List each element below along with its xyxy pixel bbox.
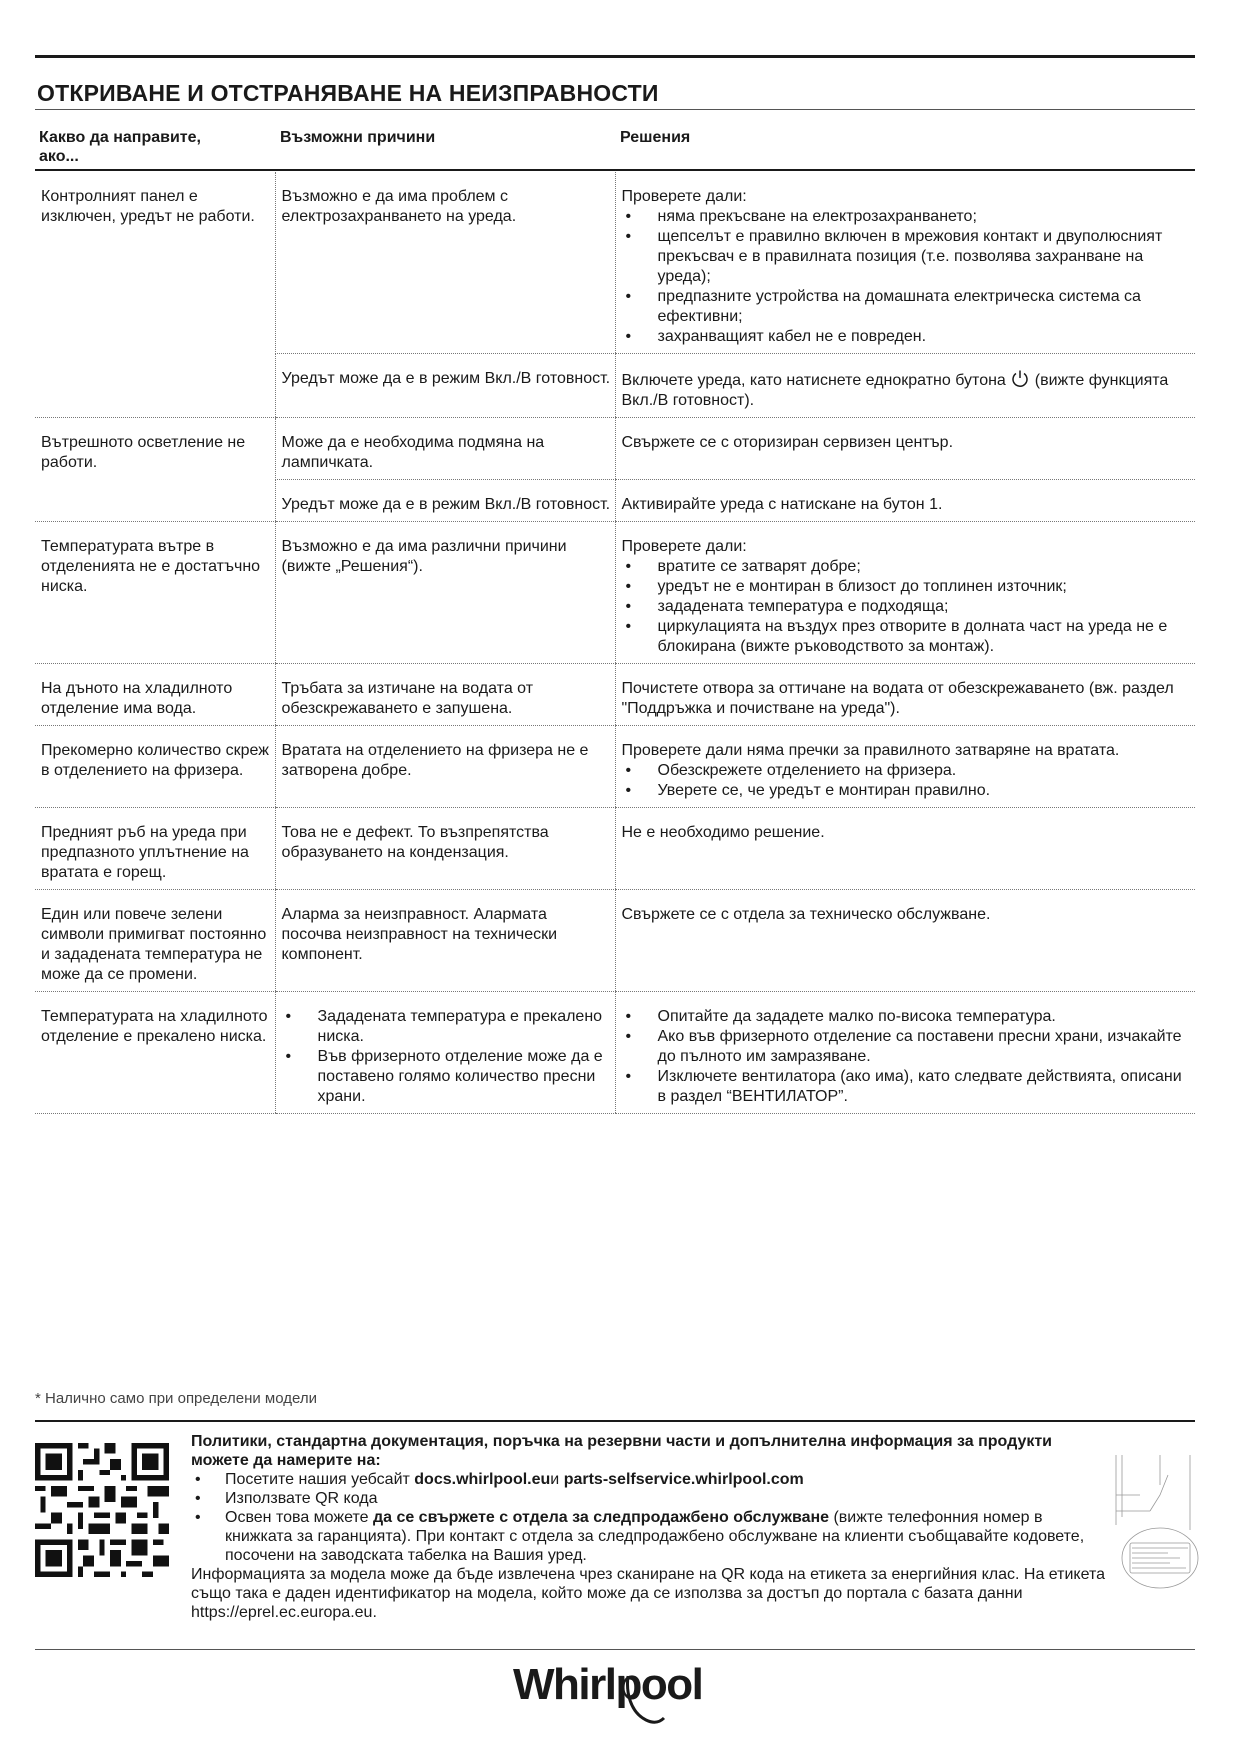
solution-cell: [615, 522, 1195, 664]
solution-text: Активирайте уреда с натискане на бутон 1.: [621, 496, 943, 513]
whirlpool-logo-swoosh: [620, 1662, 670, 1732]
footer-paragraph: Информацията за модела може да бъде извлечена чрез сканиране на QR кода на етикета за енергийния клас. На етикета също така е даден идентификатор на модела, който може да се използва за достъп до портала с базата данни https://eprel.ec.europa.eu.: [191, 1566, 1106, 1621]
solution-item: • Ако във фризерното отделение са поставени пресни храни, изчакайте до пълното им замразяване.: [622, 1027, 1192, 1067]
header-rule: [35, 169, 1195, 171]
solution-item: • вратите се затварят добре;: [622, 557, 1192, 577]
top-rule: [35, 55, 1195, 58]
solution-cell: [615, 418, 1195, 480]
bottom-rule: [35, 1649, 1195, 1650]
cause-cell: Може да е необходима подмяна на лампичката.: [275, 418, 615, 480]
solution-cell: [615, 808, 1195, 890]
solution-item: • зададената температура е подходяща;: [622, 597, 1192, 617]
problem-cell: Температурата на хладилното отделение е прекалено ниска.: [35, 992, 275, 1114]
solution-cell: [615, 480, 1195, 522]
solution-cell: [615, 664, 1195, 726]
footer-item-website: • Посетите нашия уебсайт docs.whirlpool.euи parts-selfservice.whirlpool.com: [191, 1470, 1111, 1489]
cause-cell: Това не е дефект. То възпрепятства образуването на кондензация.: [275, 808, 615, 890]
solution-item: • Изключете вентилатора (ако има), като следвате действията, описани в раздел “ВЕНТИЛАТОР”.: [622, 1067, 1192, 1107]
table-row: [35, 890, 1195, 992]
power-icon: [1010, 369, 1030, 389]
problem-cell: Прекомерно количество скреж в отделението на фризера.: [35, 726, 275, 808]
solution-item: • предпазните устройства на домашната електрическа система са ефективни;: [622, 287, 1192, 327]
solution-item: • Уверете се, че уредът е монтиран правилно.: [622, 781, 1192, 801]
cause-cell: [275, 992, 615, 1114]
solution-cell: [615, 992, 1195, 1114]
troubleshooting-table: [35, 172, 1195, 1114]
problem-cell: Предният ръб на уреда при предпазното уплътнение на вратата е горещ.: [35, 808, 275, 890]
website-link-docs[interactable]: docs.whirlpool.eu: [414, 1471, 551, 1488]
solution-text: Почистете отвора за оттичане на водата от обезскрежаването (вж. раздел "Поддръжка и почистване на уреда").: [621, 680, 1174, 717]
cause-cell: Уредът може да е в режим Вкл./В готовност.: [275, 354, 615, 418]
cause-item: • Зададената температура е прекалено ниска.: [282, 1007, 611, 1047]
solution-text: Не е необходимо решение.: [621, 824, 825, 841]
cause-item: • Във фризерното отделение може да е поставено голямо количество пресни храни.: [282, 1047, 611, 1107]
table-row: [35, 664, 1195, 726]
solution-item: • Обезскрежете отделението на фризера.: [622, 761, 1192, 781]
table-row: [35, 522, 1195, 664]
solution-item: • няма прекъсване на електрозахранването;: [622, 207, 1192, 227]
footer-heading: Политики, стандартна документация, поръчка на резервни части и допълнителна информация за продукти можете да намерите на:: [191, 1433, 1053, 1469]
footer-info: [191, 1432, 1111, 1622]
table-row: [35, 172, 1195, 354]
table-row: [35, 726, 1195, 808]
title-rule: [35, 109, 1195, 110]
rating-plate-illustration: [1110, 1455, 1200, 1590]
page-title: ОТКРИВАНЕ И ОТСТРАНЯВАНЕ НА НЕИЗПРАВНОСТИ: [37, 80, 659, 106]
footer-list: [191, 1470, 1111, 1565]
solution-item: • циркулацията на въздух през отворите в долната част на уреда не е блокирана (вижте ръководството за монтаж).: [622, 617, 1192, 657]
solution-list: [622, 761, 1192, 801]
solution-intro: Проверете дали няма пречки за правилното затваряне на вратата.: [621, 742, 1120, 759]
column-header-solutions: Решения: [620, 129, 691, 146]
solution-list: [622, 207, 1192, 347]
solution-text: Включете уреда, като натиснете еднократно бутона (вижте функцията Вкл./В готовност).: [622, 369, 1192, 411]
solution-list: [622, 557, 1192, 657]
solution-text: Свържете се с оторизиран сервизен център.: [621, 434, 954, 451]
cause-cell: Възможно е да има различни причини (вижте „Решения“).: [275, 522, 615, 664]
problem-cell: Температурата вътре в отделенията не е достатъчно ниска.: [35, 522, 275, 664]
solution-item: • Опитайте да зададете малко по-висока температура.: [622, 1007, 1192, 1027]
column-header-problem: Какво да направите, ако...: [39, 129, 201, 165]
footer-item-qr: • Използвате QR кода: [191, 1489, 1111, 1508]
solution-item: • захранващият кабел не е повреден.: [622, 327, 1192, 347]
problem-cell: Един или повече зелени символи примигват постоянно и зададената температура не може да се промени.: [35, 890, 275, 992]
solution-cell: [615, 726, 1195, 808]
problem-cell: Контролният панел е изключен, уредът не работи.: [35, 172, 275, 418]
problem-cell: Вътрешното осветление не работи.: [35, 418, 275, 522]
website-link-parts[interactable]: parts-selfservice.whirlpool.com: [563, 1471, 804, 1488]
footer-rule: [35, 1420, 1195, 1422]
cause-cell: Тръбата за изтичане на водата от обезскрежаването е запушена.: [275, 664, 615, 726]
solution-cell: [615, 890, 1195, 992]
cause-cell: Аларма за неизправност. Алармата посочва неизправност на технически компонент.: [275, 890, 615, 992]
solution-item: • уредът не е монтиран в близост до топлинен източник;: [622, 577, 1192, 597]
solution-cell: [615, 172, 1195, 354]
solution-intro: Проверете дали:: [621, 538, 747, 555]
column-header-causes: Възможни причини: [280, 129, 436, 146]
whirlpool-logo: Whirlpool: [513, 1660, 703, 1709]
cause-cell: Вратата на отделението на фризера не е затворена добре.: [275, 726, 615, 808]
footnote: * Налично само при определени модели: [35, 1390, 317, 1407]
cause-cell: Уредът може да е в режим Вкл./В готовност.: [275, 480, 615, 522]
solution-text: Свържете се с отдела за техническо обслужване.: [621, 906, 991, 923]
solution-item: • щепселът е правилно включен в мрежовия контакт и двуполюсният прекъсвач е в правилната позиция (т.е. позволява захранване на уреда);: [622, 227, 1192, 287]
table-row: [35, 418, 1195, 480]
solution-list: [622, 1007, 1192, 1107]
qr-code: [35, 1443, 169, 1577]
footer-item-service: • Освен това можете да се свържете с отдела за следпродажбено обслужване (вижте телефонния номер в книжката за гаранцията). При контакт с отдела за следпродажбено обслужване на клиенти съобщавайте кодовете, посочени на заводската табелка на Вашия уред.: [191, 1508, 1111, 1565]
table-row: [35, 992, 1195, 1114]
cause-cell: Възможно е да има проблем с електрозахранването на уреда.: [275, 172, 615, 354]
solution-intro: Проверете дали:: [621, 188, 747, 205]
table-row: [35, 808, 1195, 890]
cause-list: [282, 1007, 611, 1107]
problem-cell: На дъното на хладилното отделение има вода.: [35, 664, 275, 726]
solution-cell: [615, 354, 1195, 418]
